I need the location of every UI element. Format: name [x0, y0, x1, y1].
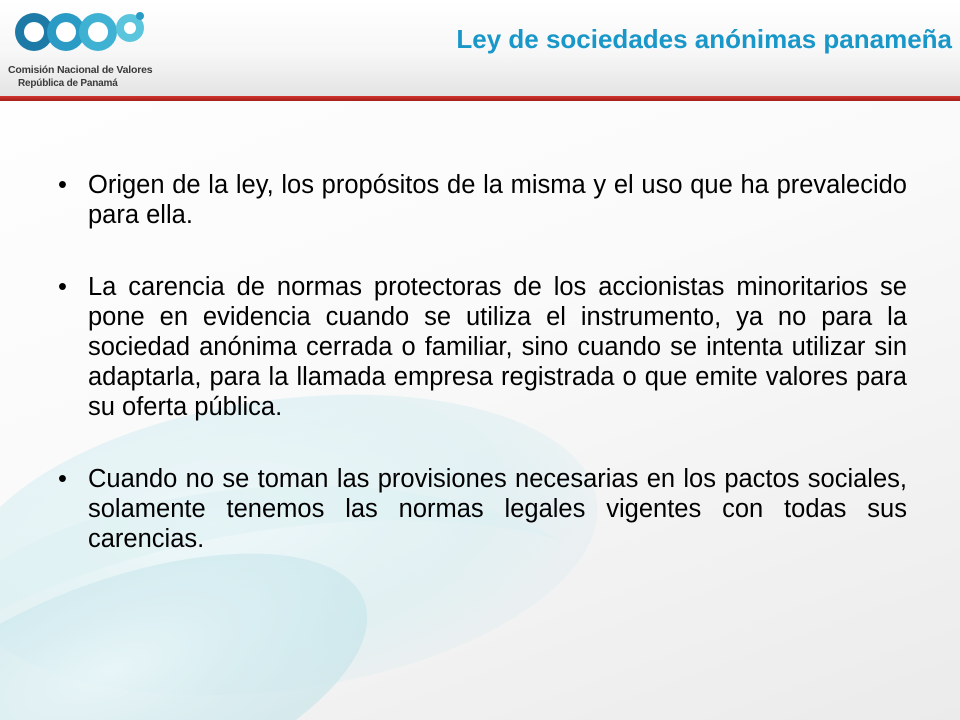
slide-header — [0, 0, 960, 96]
bullet-item — [52, 170, 907, 230]
bullet-item — [52, 464, 907, 554]
slide-title: Ley de sociedades anónimas panameña — [456, 24, 952, 54]
cnv-logo — [8, 6, 153, 92]
bullet-marker: • — [58, 273, 67, 301]
bullet-text: Cuando no se toman las provisiones necesarias en los pactos sociales, solamente tenemos las normas legales vigentes con todas sus carencias. — [88, 465, 907, 553]
bullet-item — [52, 272, 907, 422]
slide-content — [52, 170, 907, 596]
bullet-marker: • — [58, 465, 67, 493]
logo-org-name: Comisión Nacional de Valores — [8, 64, 153, 76]
bullet-text: Origen de la ley, los propósitos de la misma y el uso que ha prevalecido para ella. — [88, 171, 907, 229]
bullet-text: La carencia de normas protectoras de los accionistas minoritarios se pone en evidencia cuando se utiliza el instrumento, ya no para la sociedad anónima cerrada o familiar, sino cuando se intenta utilizar sin adaptarla, para la llamada empresa registrada o que emite valores para su oferta pública. — [88, 273, 907, 421]
bullet-marker: • — [58, 171, 67, 199]
cnv-logo-icon — [12, 6, 152, 62]
header-divider-band — [0, 96, 960, 101]
logo-country: República de Panamá — [18, 78, 118, 89]
